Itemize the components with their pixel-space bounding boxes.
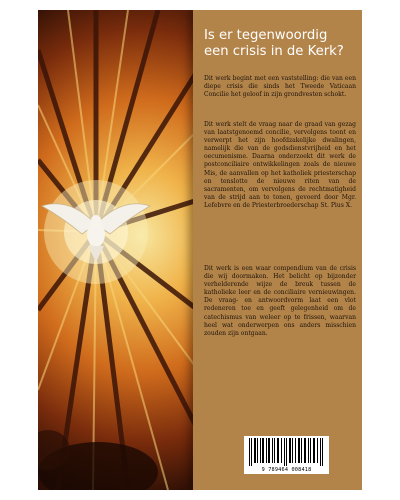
blurb-paragraph-3: Dit werk is een waar compendium van de crisis die wij doormaken. Het belicht op bijzonder verhelderende wijze de breuk tussen de katholieke leer en de conciliaire vernieuwingen. De vraag- en antwoordvorm laat een vlot redeneren toe en geeft gelegenheid om de catechismus van weleer op te frissen, waarvan heel wat onderwerpen ons anders misschien zouden zijn ontgaan. [204,265,356,337]
book-back-cover [38,10,362,490]
barcode-bars [248,438,325,466]
back-cover-text-panel [193,10,362,490]
back-cover-title: Is er tegenwoordig een crisis in de Kerk? [204,28,344,59]
barcode-number: 9 789464 008418 [261,467,312,473]
blurb-paragraph-1: Dit werk begint met een vaststelling: die van een diepe crisis die sinds het Tweede Vaticaan Concilie het geloof in zijn grondvesten schokt. [204,75,356,99]
isbn-barcode [244,436,329,474]
blurb-paragraph-2: Dit werk stelt de vraag naar de graad van gezag van laatstgenoemd concilie, vervolgens toont en verwerpt het zijn hoofdzakelijke dwalingen, namelijk die van de godsdienstvrijheid en het oecumenisme. Daarna onderzoekt dit werk de postconciliaire ontwikkelingen zoals de nieuwe Mis, de aanvallen op het katholiek priesterschap en tenslotte de nieuwe riten van de sacramenten, om vervolgens de rechtmatigheid van de strijd aan te tonen, gevoerd door Mgr. Lefebvre en de Priesterbroederschap St. Pius X. [204,121,356,209]
